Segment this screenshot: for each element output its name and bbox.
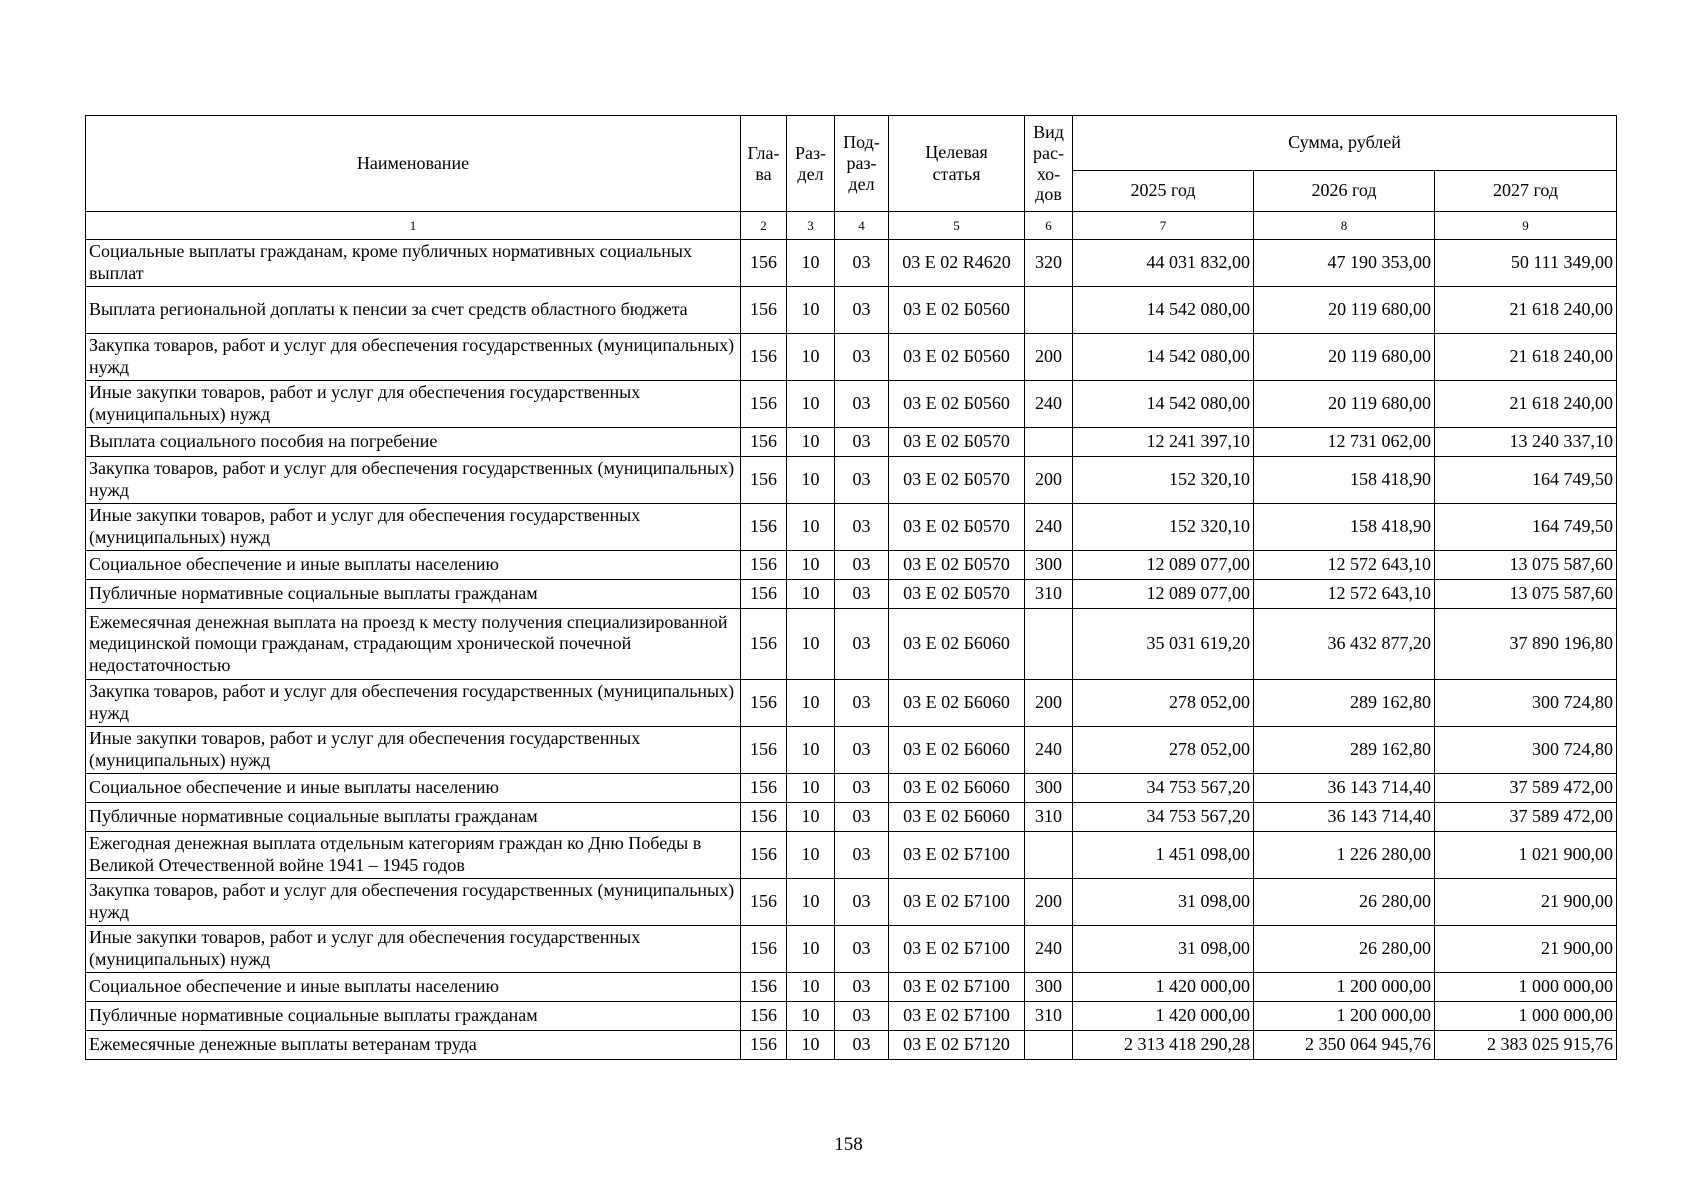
row-chapter: 156 [741,240,787,287]
row-chapter: 156 [741,973,787,1002]
row-sum-2025: 278 052,00 [1073,727,1254,774]
row-sum-2025: 1 420 000,00 [1073,1002,1254,1031]
row-name: Иные закупки товаров, работ и услуг для обеспечения государственных (муниципальных) нужд [86,381,741,428]
row-sum-2027: 21 900,00 [1435,926,1617,973]
row-target-article: 03 Е 02 Б6060 [889,774,1025,803]
budget-table [85,115,1617,1060]
table-row [86,551,1617,580]
row-section: 10 [787,680,835,727]
row-target-article: 03 Е 02 Б0570 [889,504,1025,551]
row-target-article: 03 Е 02 Б0570 [889,457,1025,504]
row-name: Выплата региональной доплаты к пенсии за счет средств областного бюджета [86,287,741,334]
row-chapter: 156 [741,287,787,334]
header-year-2027: 2027 год [1435,171,1617,212]
row-sum-2025: 31 098,00 [1073,879,1254,926]
row-sum-2026: 36 432 877,20 [1254,609,1435,680]
table-row [86,240,1617,287]
row-section: 10 [787,879,835,926]
table-row [86,774,1617,803]
row-subsection: 03 [835,457,889,504]
row-sum-2025: 35 031 619,20 [1073,609,1254,680]
row-target-article: 03 Е 02 Б7100 [889,832,1025,879]
table-row [86,832,1617,879]
row-section: 10 [787,1031,835,1060]
row-section: 10 [787,609,835,680]
row-sum-2027: 21 618 240,00 [1435,287,1617,334]
row-sum-2026: 12 731 062,00 [1254,428,1435,457]
row-expense-type [1025,1031,1073,1060]
row-sum-2026: 26 280,00 [1254,879,1435,926]
row-sum-2027: 164 749,50 [1435,457,1617,504]
row-section: 10 [787,803,835,832]
table-row [86,926,1617,973]
table-row [86,727,1617,774]
row-expense-type: 240 [1025,727,1073,774]
row-target-article: 03 Е 02 Б7100 [889,926,1025,973]
row-chapter: 156 [741,457,787,504]
row-target-article: 03 Е 02 Б6060 [889,680,1025,727]
row-target-article: 03 Е 02 Б7100 [889,973,1025,1002]
row-sum-2026: 20 119 680,00 [1254,334,1435,381]
row-subsection: 03 [835,774,889,803]
row-sum-2027: 13 075 587,60 [1435,580,1617,609]
row-target-article: 03 Е 02 Б0570 [889,428,1025,457]
row-sum-2025: 1 420 000,00 [1073,973,1254,1002]
header-section: Раз- дел [787,116,835,212]
row-target-article: 03 Е 02 Б0560 [889,334,1025,381]
column-number: 9 [1435,212,1617,240]
row-sum-2025: 12 089 077,00 [1073,551,1254,580]
table-row [86,803,1617,832]
row-chapter: 156 [741,504,787,551]
row-subsection: 03 [835,240,889,287]
column-number: 8 [1254,212,1435,240]
row-sum-2026: 12 572 643,10 [1254,580,1435,609]
table-row [86,879,1617,926]
row-expense-type: 300 [1025,973,1073,1002]
header-year-2026: 2026 год [1254,171,1435,212]
row-sum-2025: 31 098,00 [1073,926,1254,973]
row-sum-2025: 152 320,10 [1073,457,1254,504]
row-sum-2026: 20 119 680,00 [1254,287,1435,334]
row-sum-2027: 37 589 472,00 [1435,803,1617,832]
row-target-article: 03 Е 02 Б0560 [889,381,1025,428]
row-target-article: 03 Е 02 Б7100 [889,879,1025,926]
header-chapter: Гла- ва [741,116,787,212]
row-name: Социальное обеспечение и иные выплаты населению [86,973,741,1002]
header-target-article: Целевая статья [889,116,1025,212]
row-subsection: 03 [835,803,889,832]
table-row [86,680,1617,727]
row-expense-type: 200 [1025,457,1073,504]
row-subsection: 03 [835,504,889,551]
row-chapter: 156 [741,680,787,727]
row-expense-type: 310 [1025,580,1073,609]
row-chapter: 156 [741,803,787,832]
row-subsection: 03 [835,1002,889,1031]
row-name: Закупка товаров, работ и услуг для обеспечения государственных (муниципальных) нужд [86,680,741,727]
row-target-article: 03 Е 02 Б0570 [889,580,1025,609]
row-expense-type: 300 [1025,551,1073,580]
row-subsection: 03 [835,381,889,428]
row-sum-2025: 2 313 418 290,28 [1073,1031,1254,1060]
table-body [86,240,1617,1060]
row-target-article: 03 Е 02 R4620 [889,240,1025,287]
table-row [86,428,1617,457]
table-row [86,457,1617,504]
row-section: 10 [787,832,835,879]
row-sum-2026: 36 143 714,40 [1254,774,1435,803]
row-target-article: 03 Е 02 Б0570 [889,551,1025,580]
row-chapter: 156 [741,381,787,428]
row-expense-type [1025,428,1073,457]
row-name: Закупка товаров, работ и услуг для обеспечения государственных (муниципальных) нужд [86,334,741,381]
row-expense-type [1025,287,1073,334]
row-expense-type [1025,832,1073,879]
row-sum-2027: 50 111 349,00 [1435,240,1617,287]
row-name: Ежемесячная денежная выплата на проезд к месту получения специализированной медицинской помощи гражданам, страдающим хронической почечной недостаточностью [86,609,741,680]
table-header [86,116,1617,240]
column-number: 2 [741,212,787,240]
row-expense-type: 240 [1025,926,1073,973]
row-subsection: 03 [835,879,889,926]
table-row [86,1002,1617,1031]
row-subsection: 03 [835,428,889,457]
row-expense-type: 320 [1025,240,1073,287]
row-name: Выплата социального пособия на погребение [86,428,741,457]
column-number: 4 [835,212,889,240]
row-section: 10 [787,381,835,428]
row-name: Публичные нормативные социальные выплаты гражданам [86,1002,741,1031]
row-expense-type: 310 [1025,1002,1073,1031]
row-sum-2025: 1 451 098,00 [1073,832,1254,879]
row-sum-2026: 26 280,00 [1254,926,1435,973]
row-expense-type: 240 [1025,504,1073,551]
row-chapter: 156 [741,926,787,973]
row-section: 10 [787,973,835,1002]
row-sum-2026: 1 226 280,00 [1254,832,1435,879]
row-sum-2027: 1 000 000,00 [1435,1002,1617,1031]
table-row [86,334,1617,381]
row-name: Ежегодная денежная выплата отдельным категориям граждан ко Дню Победы в Великой Отечественной войне 1941 – 1945 годов [86,832,741,879]
row-name: Закупка товаров, работ и услуг для обеспечения государственных (муниципальных) нужд [86,457,741,504]
row-sum-2027: 21 618 240,00 [1435,334,1617,381]
table-row [86,609,1617,680]
row-sum-2027: 1 000 000,00 [1435,973,1617,1002]
row-name: Публичные нормативные социальные выплаты гражданам [86,803,741,832]
row-chapter: 156 [741,727,787,774]
row-name: Иные закупки товаров, работ и услуг для обеспечения государственных (муниципальных) нужд [86,727,741,774]
row-sum-2026: 1 200 000,00 [1254,973,1435,1002]
row-section: 10 [787,1002,835,1031]
row-target-article: 03 Е 02 Б6060 [889,803,1025,832]
row-sum-2026: 12 572 643,10 [1254,551,1435,580]
row-name: Ежемесячные денежные выплаты ветеранам труда [86,1031,741,1060]
row-sum-2027: 300 724,80 [1435,680,1617,727]
row-chapter: 156 [741,1031,787,1060]
row-target-article: 03 Е 02 Б6060 [889,727,1025,774]
row-chapter: 156 [741,879,787,926]
row-sum-2027: 2 383 025 915,76 [1435,1031,1617,1060]
row-expense-type: 200 [1025,879,1073,926]
row-expense-type: 240 [1025,381,1073,428]
row-subsection: 03 [835,973,889,1002]
row-name: Публичные нормативные социальные выплаты гражданам [86,580,741,609]
row-sum-2027: 21 618 240,00 [1435,381,1617,428]
header-year-2025: 2025 год [1073,171,1254,212]
row-sum-2025: 278 052,00 [1073,680,1254,727]
row-name: Закупка товаров, работ и услуг для обеспечения государственных (муниципальных) нужд [86,879,741,926]
row-sum-2026: 36 143 714,40 [1254,803,1435,832]
row-sum-2027: 13 240 337,10 [1435,428,1617,457]
row-name: Социальное обеспечение и иные выплаты населению [86,774,741,803]
row-sum-2027: 37 890 196,80 [1435,609,1617,680]
row-section: 10 [787,774,835,803]
row-sum-2026: 1 200 000,00 [1254,1002,1435,1031]
page-number: 158 [834,1134,863,1155]
row-sum-2025: 12 241 397,10 [1073,428,1254,457]
column-number: 3 [787,212,835,240]
row-chapter: 156 [741,832,787,879]
table-row [86,973,1617,1002]
column-number: 5 [889,212,1025,240]
row-section: 10 [787,926,835,973]
row-chapter: 156 [741,428,787,457]
table-row [86,580,1617,609]
row-sum-2026: 289 162,80 [1254,680,1435,727]
row-sum-2025: 44 031 832,00 [1073,240,1254,287]
row-subsection: 03 [835,680,889,727]
header-sum: Сумма, рублей [1073,116,1617,171]
row-sum-2027: 1 021 900,00 [1435,832,1617,879]
row-sum-2027: 300 724,80 [1435,727,1617,774]
column-number-row [86,212,1617,240]
row-subsection: 03 [835,727,889,774]
row-sum-2025: 12 089 077,00 [1073,580,1254,609]
row-expense-type: 310 [1025,803,1073,832]
row-subsection: 03 [835,832,889,879]
row-expense-type: 200 [1025,680,1073,727]
row-chapter: 156 [741,580,787,609]
column-number: 7 [1073,212,1254,240]
row-section: 10 [787,504,835,551]
row-chapter: 156 [741,551,787,580]
row-section: 10 [787,457,835,504]
column-number: 6 [1025,212,1073,240]
row-sum-2026: 158 418,90 [1254,457,1435,504]
row-sum-2025: 14 542 080,00 [1073,334,1254,381]
row-subsection: 03 [835,609,889,680]
row-sum-2027: 13 075 587,60 [1435,551,1617,580]
row-sum-2027: 37 589 472,00 [1435,774,1617,803]
row-subsection: 03 [835,926,889,973]
row-sum-2025: 14 542 080,00 [1073,287,1254,334]
row-name: Иные закупки товаров, работ и услуг для обеспечения государственных (муниципальных) нужд [86,926,741,973]
row-name: Иные закупки товаров, работ и услуг для обеспечения государственных (муниципальных) нужд [86,504,741,551]
table-row [86,381,1617,428]
row-sum-2026: 289 162,80 [1254,727,1435,774]
row-subsection: 03 [835,1031,889,1060]
row-subsection: 03 [835,287,889,334]
row-section: 10 [787,334,835,381]
row-expense-type: 200 [1025,334,1073,381]
row-sum-2026: 47 190 353,00 [1254,240,1435,287]
table-row [86,287,1617,334]
row-chapter: 156 [741,1002,787,1031]
row-subsection: 03 [835,334,889,381]
row-section: 10 [787,727,835,774]
header-expense-type: Вид рас- хо- дов [1025,116,1073,212]
row-chapter: 156 [741,774,787,803]
row-section: 10 [787,580,835,609]
row-sum-2025: 14 542 080,00 [1073,381,1254,428]
row-sum-2027: 21 900,00 [1435,879,1617,926]
row-target-article: 03 Е 02 Б6060 [889,609,1025,680]
row-section: 10 [787,240,835,287]
row-subsection: 03 [835,551,889,580]
header-name: Наименование [86,116,741,212]
row-name: Социальные выплаты гражданам, кроме публичных нормативных социальных выплат [86,240,741,287]
header-subsection: Под- раз- дел [835,116,889,212]
row-sum-2025: 34 753 567,20 [1073,803,1254,832]
row-section: 10 [787,428,835,457]
row-sum-2025: 34 753 567,20 [1073,774,1254,803]
row-section: 10 [787,551,835,580]
row-expense-type: 300 [1025,774,1073,803]
row-name: Социальное обеспечение и иные выплаты населению [86,551,741,580]
row-sum-2025: 152 320,10 [1073,504,1254,551]
row-target-article: 03 Е 02 Б0560 [889,287,1025,334]
row-chapter: 156 [741,609,787,680]
column-number: 1 [86,212,741,240]
row-sum-2027: 164 749,50 [1435,504,1617,551]
row-chapter: 156 [741,334,787,381]
row-subsection: 03 [835,580,889,609]
row-target-article: 03 Е 02 Б7100 [889,1002,1025,1031]
row-section: 10 [787,287,835,334]
table-row [86,1031,1617,1060]
row-target-article: 03 Е 02 Б7120 [889,1031,1025,1060]
row-sum-2026: 20 119 680,00 [1254,381,1435,428]
row-expense-type [1025,609,1073,680]
row-sum-2026: 2 350 064 945,76 [1254,1031,1435,1060]
row-sum-2026: 158 418,90 [1254,504,1435,551]
table-row [86,504,1617,551]
